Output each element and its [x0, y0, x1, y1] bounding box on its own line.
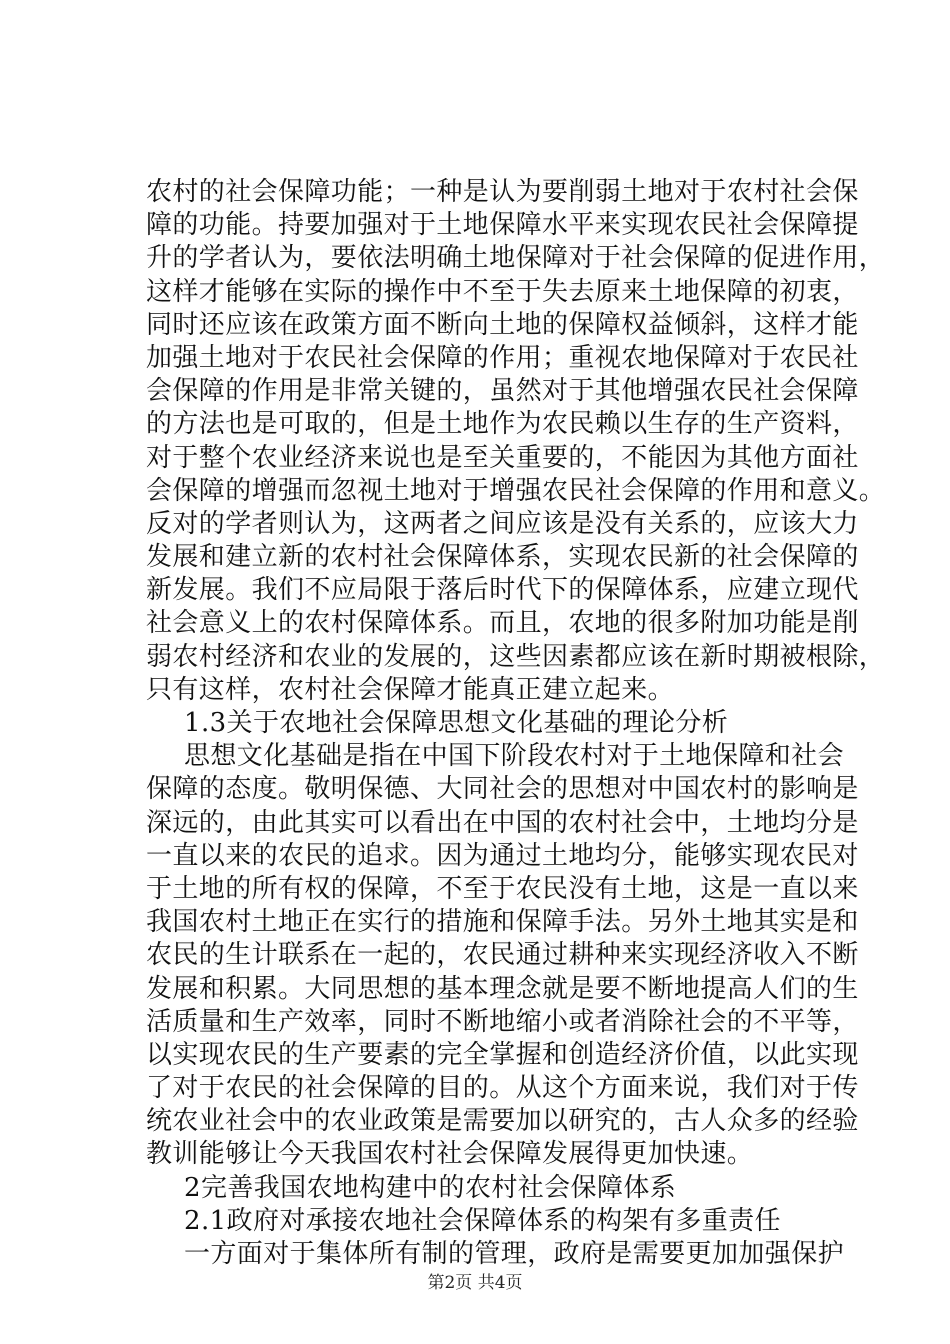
paragraph-line: 障的功能。持要加强对于土地保障水平来实现农民社会保障提: [146, 210, 859, 241]
paragraph-line-indented: 2.1政府对承接农地社会保障体系的构架有多重责任: [184, 1205, 781, 1236]
paragraph-line: 对于整个农业经济来说也是至关重要的，不能因为其他方面社: [146, 442, 859, 473]
paragraph-line-indented: 思想文化基础是指在中国下阶段农村对于土地保障和社会: [184, 741, 845, 772]
paragraph-line: 会保障的作用是非常关键的，虽然对于其他增强农民社会保障: [146, 376, 859, 407]
paragraph-line: 农民的生计联系在一起的，农民通过耕种来实现经济收入不断: [146, 940, 859, 971]
paragraph-line: 发展和积累。大同思想的基本理念就是要不断地提高人们的生: [146, 973, 859, 1004]
paragraph-line: 同时还应该在政策方面不断向土地的保障权益倾斜，这样才能: [146, 309, 859, 340]
paragraph-line: 于土地的所有权的保障，不至于农民没有土地，这是一直以来: [146, 873, 859, 904]
paragraph-line: 社会意义上的农村保障体系。而且，农地的很多附加功能是削: [146, 608, 859, 639]
paragraph-line: 加强土地对于农民社会保障的作用；重视农地保障对于农民社: [146, 342, 859, 373]
paragraph-line: 新发展。我们不应局限于落后时代下的保障体系，应建立现代: [146, 575, 859, 606]
paragraph-line: 我国农村土地正在实行的措施和保障手法。另外土地其实是和: [146, 907, 859, 938]
paragraph-line-indented: 1.3关于农地社会保障思想文化基础的理论分析: [184, 708, 729, 738]
paragraph-line: 了对于农民的社会保障的目的。从这个方面来说，我们对于传: [146, 1073, 859, 1104]
paragraph-line: 教训能够让今天我国农村社会保障发展得更加快速。: [146, 1139, 754, 1170]
paragraph-line: 保障的态度。敬明保德、大同社会的思想对中国农村的影响是: [146, 774, 859, 805]
paragraph-line: 以实现农民的生产要素的完全掌握和创造经济价值，以此实现: [146, 1039, 859, 1070]
page-footer: 第2页 共4页: [427, 1273, 523, 1293]
paragraph-line: 升的学者认为，要依法明确土地保障对于社会保障的促进作用，: [146, 243, 886, 274]
paragraph-line: 反对的学者则认为，这两者之间应该是没有关系的，应该大力: [146, 508, 859, 539]
paragraph-line: 发展和建立新的农村社会保障体系，实现农民新的社会保障的: [146, 542, 859, 573]
paragraph-line: 这样才能够在实际的操作中不至于失去原来土地保障的初衷，: [146, 276, 859, 307]
paragraph-line: 会保障的增强而忽视土地对于增强农民社会保障的作用和意义。: [146, 475, 886, 506]
paragraph-line-indented: 2完善我国农地构建中的农村社会保障体系: [184, 1172, 677, 1203]
paragraph-line: 统农业社会中的农业政策是需要加以研究的，古人众多的经验: [146, 1106, 859, 1137]
paragraph-line: 弱农村经济和农业的发展的，这些因素都应该在新时期被根除，: [146, 641, 886, 672]
paragraph-line: 一直以来的农民的追求。因为通过土地均分，能够实现农民对: [146, 840, 859, 871]
document-body: [146, 176, 886, 1271]
paragraph-line: 农村的社会保障功能；一种是认为要削弱土地对于农村社会保: [146, 177, 859, 207]
paragraph-line-indented: 一方面对于集体所有制的管理，政府是需要更加加强保护: [184, 1239, 845, 1269]
paragraph-line: 活质量和生产效率，同时不断地缩小或者消除社会的不平等，: [146, 1006, 859, 1037]
paragraph-line: 的方法也是可取的，但是土地作为农民赖以生存的生产资料，: [146, 409, 859, 440]
paragraph-line: 只有这样，农村社会保障才能真正建立起来。: [146, 674, 675, 705]
paragraph-line: 深远的，由此其实可以看出在中国的农村社会中，土地均分是: [146, 807, 859, 838]
